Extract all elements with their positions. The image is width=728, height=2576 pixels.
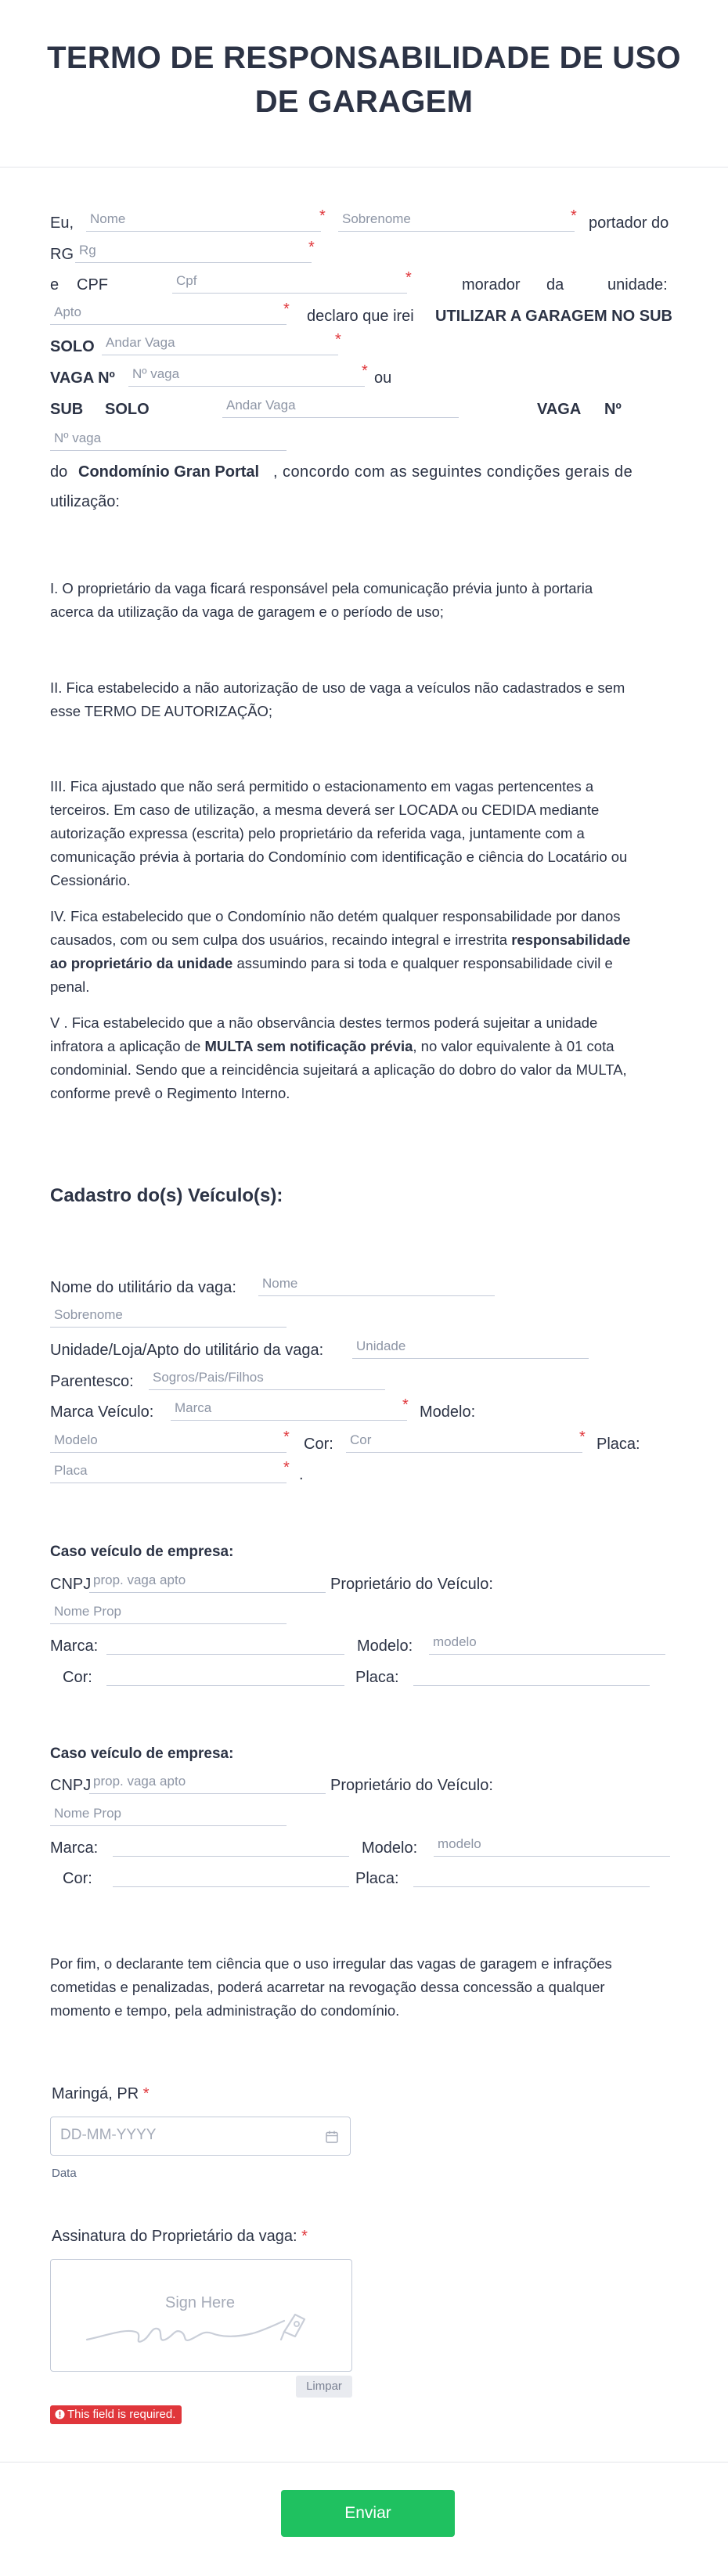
clause-5: V . Fica estabelecido que a não observância destes termos poderá sujeitar a unidade infratora a aplicação de MULTA sem notificação prévia, no valor equivalente à 01 cota condominial. Sendo que a reincidência sujeitará a aplicação do dobro do valor da MULTA, conforme prevê o Regimento Interno. xyxy=(50,1014,627,1101)
parentesco-label: Parentesco: xyxy=(50,1373,134,1390)
rg-label: RG xyxy=(50,246,74,263)
company1-cor-label: Cor: xyxy=(63,1669,92,1686)
parentesco-field[interactable]: Sogros/Pais/Filhos xyxy=(149,1367,385,1390)
signature-label: Assinatura do Proprietário da vaga: * xyxy=(52,2228,308,2245)
placa-label: Placa: xyxy=(596,1436,640,1453)
clause-2: II. Fica estabelecido a não autorização de uso de vaga a veículos não cadastrados e sem esse TERMO DE AUTORIZAÇÃO; xyxy=(50,679,625,719)
company2-cnpj-label: CNPJ xyxy=(50,1777,92,1794)
required-mark: * xyxy=(308,239,315,256)
sobrenome-field[interactable]: Sobrenome xyxy=(338,208,575,232)
clause-1: I. O proprietário da vaga ficará responsável pela comunicação prévia junto à portaria acerca da utilização da vaga de garagem e o período de uso; xyxy=(50,580,593,620)
required-mark: * xyxy=(283,1459,290,1476)
required-mark: * xyxy=(319,207,326,225)
nome-util-label: Nome do utilitário da vaga: xyxy=(50,1279,236,1296)
date-sublabel: Data xyxy=(52,2167,77,2180)
footer-divider xyxy=(0,2462,728,2463)
signature-placeholder-icon xyxy=(85,2305,312,2352)
andar-vaga2-field[interactable]: Andar Vaga xyxy=(222,395,459,418)
unidade-util-label: Unidade/Loja/Apto do utilitário da vaga: xyxy=(50,1342,324,1359)
cpf-field[interactable]: Cpf xyxy=(172,270,407,294)
util-sobrenome-field[interactable]: Sobrenome xyxy=(50,1304,287,1328)
vaga2-label: VAGA xyxy=(537,401,582,418)
solo-label: SOLO xyxy=(50,338,95,355)
apto-field[interactable]: Apto xyxy=(50,301,287,325)
required-mark: * xyxy=(402,1396,409,1414)
company2-marca-label: Marca: xyxy=(50,1839,99,1857)
clear-signature-button[interactable]: Limpar xyxy=(296,2376,352,2398)
company1-cnpj-label: CNPJ xyxy=(50,1576,92,1593)
e-label: e xyxy=(50,276,59,294)
sub-label: SUB xyxy=(50,401,84,418)
company1-heading: Caso veículo de empresa: xyxy=(50,1544,234,1560)
company2-cnpj-field[interactable]: prop. vaga apto xyxy=(89,1771,326,1794)
company1-marca-label: Marca: xyxy=(50,1637,99,1655)
n-vaga2-field[interactable]: Nº vaga xyxy=(50,427,287,451)
vaga-n-label: VAGA Nº xyxy=(50,369,115,387)
rg-field[interactable]: Rg xyxy=(75,240,312,263)
submit-button[interactable]: Enviar xyxy=(281,2490,455,2537)
cor-label: Cor: xyxy=(304,1436,333,1453)
company1-modelo-field[interactable]: modelo xyxy=(429,1631,665,1655)
unidade-label: unidade: xyxy=(607,276,668,294)
nome-field[interactable]: Nome xyxy=(86,208,321,232)
signature-pad[interactable]: Sign Here xyxy=(50,2259,352,2372)
cor-field[interactable]: Cor xyxy=(346,1429,582,1453)
company2-placa-field[interactable] xyxy=(413,1864,650,1887)
closing-paragraph: Por fim, o declarante tem ciência que o uso irregular das vagas de garagem e infrações cometidas e penalizadas, poderá acarretar na revogação dessa concessão a qualquer momento e tempo, pela administração do condomínio. xyxy=(50,1955,612,2019)
n2-label: Nº xyxy=(604,401,622,418)
header-divider xyxy=(0,167,728,168)
dot-label: . xyxy=(299,1466,304,1483)
clause-3: III. Fica ajustado que não será permitido o estacionamento em vagas pertencentes a terceiros. Em caso de utilização, a mesma deverá ser LOCADA ou CEDIDA mediante autorização expressa (escrita) pelo proprietário da referida vaga, juntamente com a comunicação prévia à portaria do Condomínio com identificação e ciência do Locatário ou Cessionário. xyxy=(50,778,628,888)
placa-field[interactable]: Placa xyxy=(50,1460,287,1483)
da-label: da xyxy=(546,276,564,294)
eu-label: Eu, xyxy=(50,214,74,232)
company1-placa-label: Placa: xyxy=(355,1669,399,1686)
company2-proprietario-label: Proprietário do Veículo: xyxy=(330,1777,493,1794)
utilizar-label: UTILIZAR A GARAGEM NO SUB xyxy=(435,308,672,325)
n-vaga-field[interactable]: Nº vaga xyxy=(128,363,365,387)
required-mark: * xyxy=(571,207,577,225)
error-icon xyxy=(55,2409,65,2419)
util-nome-field[interactable]: Nome xyxy=(258,1273,495,1296)
company2-placa-label: Placa: xyxy=(355,1870,399,1887)
utilizacao-label: utilização: xyxy=(50,493,120,510)
page-title: TERMO DE RESPONSABILIDADE DE USO DE GARAGEM xyxy=(47,41,681,119)
company1-cnpj-field[interactable]: prop. vaga apto xyxy=(89,1569,326,1593)
concordo-label: , concordo com as seguintes condições gerais de xyxy=(273,463,633,481)
date-input[interactable]: DD-MM-YYYY xyxy=(50,2117,351,2156)
modelo-field[interactable]: Modelo xyxy=(50,1429,287,1453)
company2-cor-label: Cor: xyxy=(63,1870,92,1887)
morador-label: morador xyxy=(462,276,521,294)
company1-nome-prop-field[interactable]: Nome Prop xyxy=(50,1601,287,1624)
company2-modelo-field[interactable]: modelo xyxy=(434,1833,670,1857)
company2-marca-field[interactable] xyxy=(113,1833,349,1857)
company2-heading: Caso veículo de empresa: xyxy=(50,1746,234,1762)
unidade-field[interactable]: Unidade xyxy=(352,1335,589,1359)
marca-field[interactable]: Marca xyxy=(171,1397,407,1421)
calendar-icon[interactable] xyxy=(325,2130,339,2144)
company1-proprietario-label: Proprietário do Veículo: xyxy=(330,1576,493,1593)
required-mark: * xyxy=(579,1429,586,1446)
company2-modelo-label: Modelo: xyxy=(362,1839,418,1857)
error-message: This field is required. xyxy=(50,2405,182,2424)
declaro-label: declaro que irei xyxy=(307,308,414,325)
date-label: Maringá, PR * xyxy=(52,2085,150,2102)
company2-nome-prop-field[interactable]: Nome Prop xyxy=(50,1803,287,1826)
company1-modelo-label: Modelo: xyxy=(357,1637,413,1655)
company2-cor-field[interactable] xyxy=(113,1864,349,1887)
required-mark: * xyxy=(283,1429,290,1446)
company1-marca-field[interactable] xyxy=(106,1631,344,1655)
company1-cor-field[interactable] xyxy=(106,1663,344,1686)
modelo-label: Modelo: xyxy=(420,1403,476,1421)
ou-label: ou xyxy=(374,369,392,387)
do-label: do xyxy=(50,463,68,481)
vehicle-heading: Cadastro do(s) Veículo(s): xyxy=(50,1185,283,1206)
portador-label: portador do xyxy=(589,214,669,232)
required-mark: * xyxy=(335,331,341,348)
cpf-label: CPF xyxy=(77,276,108,294)
clause-4: IV. Fica estabelecido que o Condomínio não detém qualquer responsabilidade por danos causados, com ou sem culpa dos usuários, recaindo integral e irrestrita responsabilidade ao proprietário da unidade assumindo para si toda e qualquer responsabilidade civil e penal. xyxy=(50,908,631,995)
required-mark: * xyxy=(283,301,290,318)
required-mark: * xyxy=(362,362,368,380)
marca-label: Marca Veículo: xyxy=(50,1403,154,1421)
andar-vaga-field[interactable]: Andar Vaga xyxy=(102,332,338,355)
required-mark: * xyxy=(405,269,412,286)
condominio-label: Condomínio Gran Portal xyxy=(78,463,260,481)
solo2-label: SOLO xyxy=(105,401,150,418)
company1-placa-field[interactable] xyxy=(413,1663,650,1686)
